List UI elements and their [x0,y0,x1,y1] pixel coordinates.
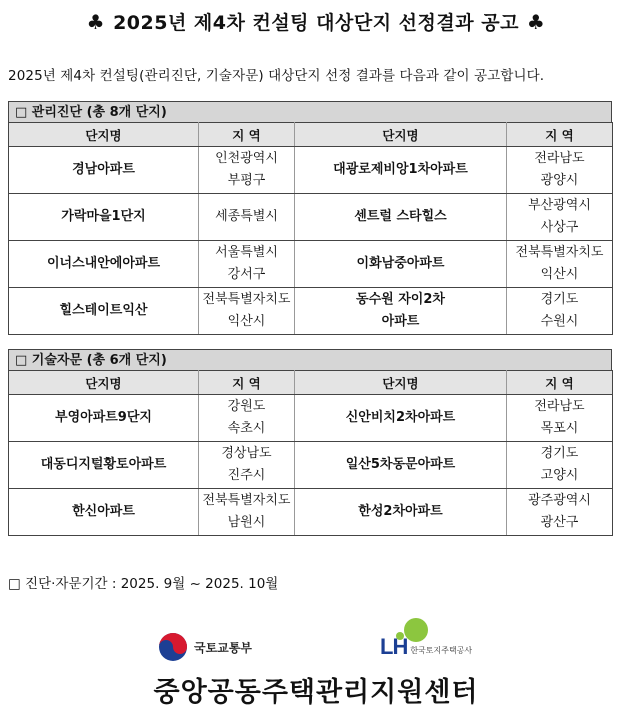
region-cell [199,147,295,194]
logo-bar [0,622,632,672]
complex-name: 경남아파트 [9,147,199,194]
section-heading-consulting: □ 기술자문 (총 6개 단지) [8,349,612,370]
lh-subtitle: 한국토지주택공사 [410,646,473,655]
section-heading-diagnosis: □ 관리진단 (총 8개 단지) [8,101,612,122]
region-province: 세종특별시 [215,209,278,224]
table-header-row [9,371,613,395]
region-cell [199,288,295,335]
column-header: 지 역 [507,123,613,147]
column-header: 단지명 [9,123,199,147]
region-district: 광산구 [540,515,579,530]
region-province: 경기도 [540,446,579,461]
table-header-row [9,123,613,147]
complex-name-line: 이화남중아파트 [356,256,445,271]
region-province: 경상남도 [221,446,272,461]
complex-name [295,489,507,536]
region-district: 익산시 [227,314,266,329]
complex-name-line: 대광로제비앙1차아파트 [333,162,468,177]
complex-name: 이너스내안에아파트 [9,241,199,288]
region-cell [507,288,613,335]
region-province: 강원도 [227,399,266,414]
table-row [9,442,613,489]
complex-name [295,395,507,442]
region-province: 전라남도 [534,151,585,166]
complex-name [295,288,507,335]
consulting-period: □ 진단·자문기간 : 2025. 9월 ~ 2025. 10월 [8,576,279,592]
region-district: 익산시 [540,267,579,282]
table-row [9,288,613,335]
region-province: 전북특별자치도 [202,292,291,307]
title-text: 2025년 제4차 컨설팅 대상단지 선정결과 공고 [113,12,519,34]
region-province: 서울특별시 [215,245,278,260]
taegeuk-icon [158,632,188,662]
region-cell [507,241,613,288]
region-province: 부산광역시 [528,198,591,213]
complex-name-line: 한성2차아파트 [358,504,443,519]
column-header: 지 역 [199,371,295,395]
table-row [9,241,613,288]
diagnosis-table [8,122,613,335]
column-header: 단지명 [9,371,199,395]
molit-logo [158,632,252,662]
region-province: 전라남도 [534,399,585,414]
region-cell [507,147,613,194]
region-province: 광주광역시 [528,493,591,508]
region-province: 전북특별자치도 [202,493,291,508]
intro-text: 2025년 제4차 컨설팅(관리진단, 기술자문) 대상단지 선정 결과를 다음과 같이 공고합니다. [8,68,545,84]
complex-name: 한신아파트 [9,489,199,536]
table-row [9,147,613,194]
complex-name [295,194,507,241]
region-district: 진주시 [227,468,266,483]
region-district: 목포시 [540,421,579,436]
region-cell [199,241,295,288]
region-district: 남원시 [227,515,266,530]
lh-mark: LH [380,634,408,659]
consulting-table [8,370,613,536]
region-cell [507,194,613,241]
region-province: 경기도 [540,292,579,307]
region-district: 고양시 [540,468,579,483]
complex-name: 부영아파트9단지 [9,395,199,442]
complex-name: 대동디지털황토아파트 [9,442,199,489]
organization-name: 중앙공동주택관리지원센터 [153,677,479,708]
region-district: 부평구 [227,173,266,188]
complex-name: 힐스테이트익산 [9,288,199,335]
region-district: 수원시 [540,314,579,329]
table-row [9,395,613,442]
table-row [9,489,613,536]
lh-logo [380,624,473,659]
region-cell [507,489,613,536]
region-cell [199,194,295,241]
column-header: 단지명 [295,123,507,147]
complex-name [295,147,507,194]
club-icon: ♣ [86,10,106,34]
region-cell [199,489,295,536]
complex-name-line: 동수원 자이2차 [356,292,445,307]
column-header: 지 역 [199,123,295,147]
molit-label: 국토교통부 [194,640,252,655]
complex-name: 가락마을1단지 [9,194,199,241]
region-cell [507,395,613,442]
region-cell [199,395,295,442]
complex-name [295,442,507,489]
region-province: 전북특별자치도 [515,245,604,260]
region-district: 광양시 [540,173,579,188]
column-header: 단지명 [295,371,507,395]
club-icon: ♣ [526,10,546,34]
complex-name-line: 아파트 [381,314,420,329]
complex-name-line: 일산5차동문아파트 [345,457,456,472]
page-title [0,8,632,35]
region-cell [199,442,295,489]
table-row [9,194,613,241]
region-province: 인천광역시 [215,151,278,166]
region-district: 사상구 [540,220,579,235]
column-header: 지 역 [507,371,613,395]
region-district: 속초시 [227,421,266,436]
region-district: 강서구 [227,267,266,282]
complex-name [295,241,507,288]
complex-name-line: 센트럴 스타힐스 [354,209,447,224]
region-cell [507,442,613,489]
complex-name-line: 신안비치2차아파트 [345,410,456,425]
